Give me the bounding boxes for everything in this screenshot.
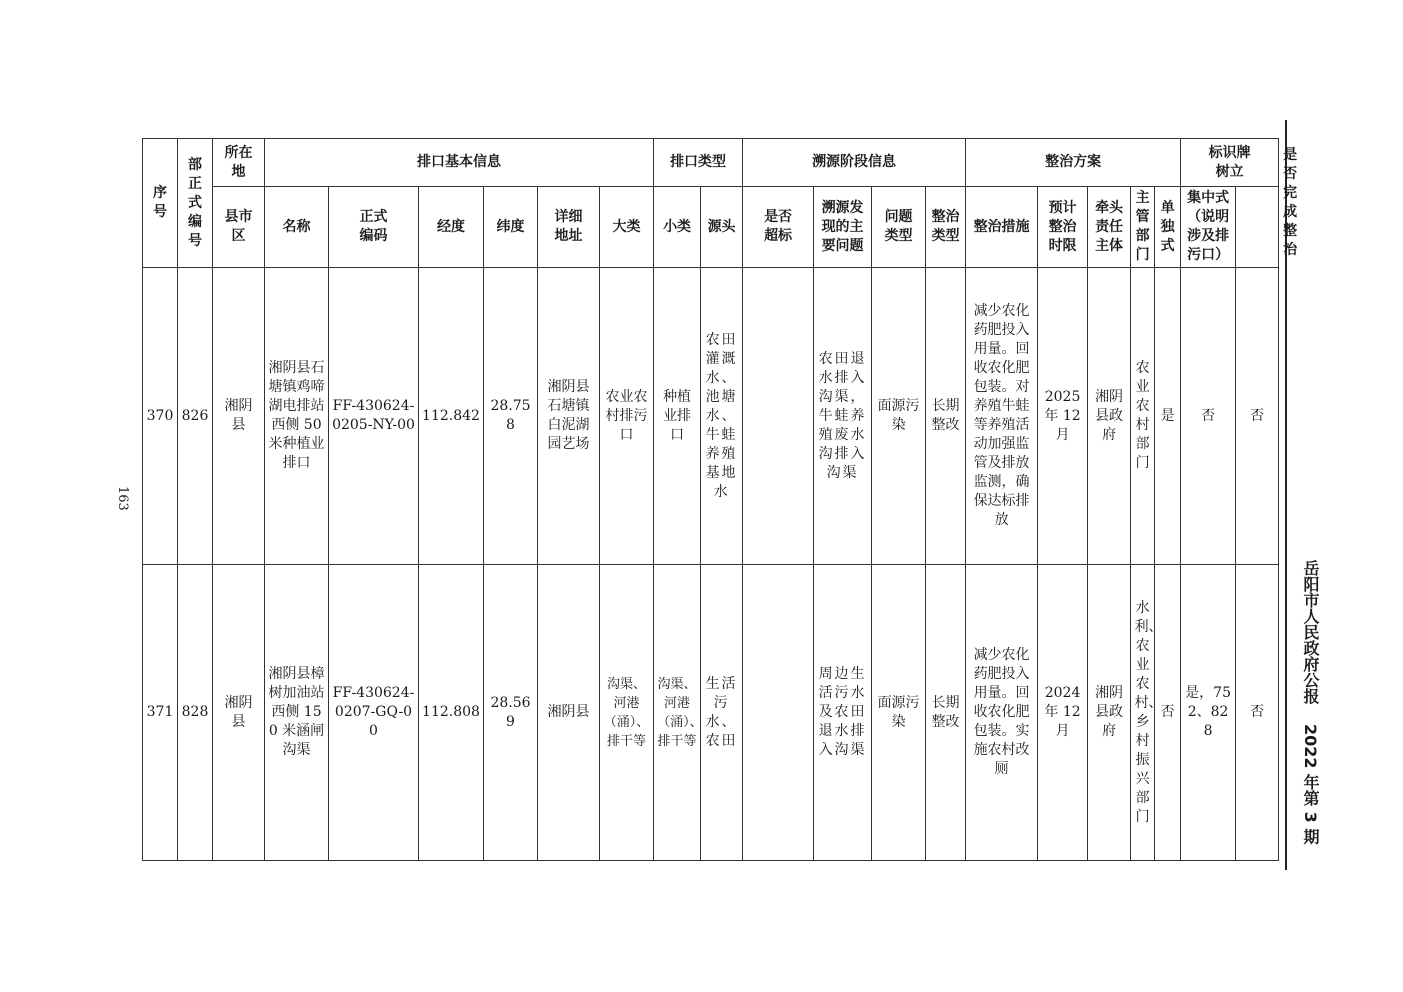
cell-major-class: 沟渠、河港（涌）、排干等 xyxy=(600,565,654,861)
cell-remediation-type: 长期整改 xyxy=(926,565,966,861)
journal-issue: 2022 年第 3 期 xyxy=(1301,724,1320,845)
cell-latitude: 28.758 xyxy=(484,268,538,565)
cell-code: FF-430624-0207-GQ-00 xyxy=(329,565,419,861)
cell-measures: 减少农化药肥投入用量。回收农化肥包装。实施农村改厕 xyxy=(966,565,1038,861)
header-exceed: 是否超标 xyxy=(743,187,814,268)
header-county: 县市区 xyxy=(213,187,265,268)
header-measures: 整治措施 xyxy=(966,187,1038,268)
header-remediation-type: 整治类型 xyxy=(926,187,966,268)
cell-problem-type: 面源污染 xyxy=(872,268,926,565)
cell-remediation-type: 长期整改 xyxy=(926,268,966,565)
cell-completed: 否 xyxy=(1236,268,1279,565)
cell-longitude: 112.842 xyxy=(419,268,484,565)
cell-minor-class: 种植业排口 xyxy=(654,268,701,565)
cell-address: 湘阴县 xyxy=(538,565,600,861)
outlet-table xyxy=(142,138,1298,861)
cell-county: 湘阴县 xyxy=(213,565,265,861)
cell-main-problem: 周边生活污水及农田退水排入沟渠 xyxy=(814,565,872,861)
header-location-group: 所在地 xyxy=(213,139,265,187)
cell-longitude: 112.808 xyxy=(419,565,484,861)
header-dept-code: 部正式编号 xyxy=(178,139,213,268)
header-problem-type: 问题类型 xyxy=(872,187,926,268)
header-row-2 xyxy=(143,187,1279,268)
header-outlet-info-group: 排口基本信息 xyxy=(265,139,654,187)
header-major-class: 大类 xyxy=(600,187,654,268)
header-latitude: 纬度 xyxy=(484,187,538,268)
header-trace-group: 溯源阶段信息 xyxy=(743,139,966,187)
cell-single: 否 xyxy=(1155,565,1181,861)
header-longitude: 经度 xyxy=(419,187,484,268)
cell-exceed xyxy=(743,268,814,565)
header-main-problem: 溯源发现的主要问题 xyxy=(814,187,872,268)
header-source: 源头 xyxy=(701,187,743,268)
cell-centralized: 否 xyxy=(1181,268,1236,565)
cell-address: 湘阴县石塘镇白泥湖园艺场 xyxy=(538,268,600,565)
journal-header xyxy=(1289,560,1319,844)
cell-seq: 371 xyxy=(143,565,178,861)
cell-measures: 减少农化药肥投入用量。回收农化肥包装。对养殖牛蛙等养殖活动加强监管及排放监测，确保达标排放 xyxy=(966,268,1038,565)
cell-minor-class: 沟渠、河港（涌）、排干等 xyxy=(654,565,701,861)
cell-source: 生活污水、农田 xyxy=(701,565,743,861)
cell-dept-code: 828 xyxy=(178,565,213,861)
cell-deadline: 2024 年 12 月 xyxy=(1038,565,1088,861)
cell-code: FF-430624-0205-NY-00 xyxy=(329,268,419,565)
cell-completed: 否 xyxy=(1236,565,1279,861)
cell-lead-entity: 湘阴县政府 xyxy=(1088,565,1131,861)
journal-title: 岳阳市人民政府公报 xyxy=(1301,560,1320,704)
header-single: 单独式 xyxy=(1155,187,1181,268)
cell-dept: 农业农村部门 xyxy=(1131,268,1155,565)
cell-name: 湘阴县樟树加油站西侧 150 米涵闸沟渠 xyxy=(265,565,329,861)
cell-deadline: 2025 年 12 月 xyxy=(1038,268,1088,565)
cell-latitude: 28.569 xyxy=(484,565,538,861)
header-address: 详细地址 xyxy=(538,187,600,268)
cell-county: 湘阴县 xyxy=(213,268,265,565)
cell-name: 湘阴县石塘镇鸡啼湖电排站西侧 50 米种植业排口 xyxy=(265,268,329,565)
header-dept: 主管部门 xyxy=(1131,187,1155,268)
header-seq: 序号 xyxy=(143,139,178,268)
cell-major-class: 农业农村排污口 xyxy=(600,268,654,565)
cell-single: 是 xyxy=(1155,268,1181,565)
cell-dept-code: 826 xyxy=(178,268,213,565)
page-number: 163 xyxy=(115,486,130,511)
cell-exceed xyxy=(743,565,814,861)
cell-dept: 水利、农业农村、乡村振兴部门 xyxy=(1131,565,1155,861)
header-lead-entity: 牵头责任主体 xyxy=(1088,187,1131,268)
header-outlet-type-group: 排口类型 xyxy=(654,139,743,187)
header-sign-group: 标识牌树立 xyxy=(1181,139,1279,187)
cell-problem-type: 面源污染 xyxy=(872,565,926,861)
header-name: 名称 xyxy=(265,187,329,268)
table-row xyxy=(143,565,1279,861)
cell-source: 农田灌溉水、池塘水、牛蛙养殖基地水 xyxy=(701,268,743,565)
header-code: 正式编码 xyxy=(329,187,419,268)
cell-seq: 370 xyxy=(143,268,178,565)
table-row xyxy=(143,268,1279,565)
header-centralized: 集中式（说明涉及排污口） xyxy=(1181,187,1236,268)
header-minor-class: 小类 xyxy=(654,187,701,268)
cell-main-problem: 农田退水排入沟渠，牛蛙养殖废水沟排入沟渠 xyxy=(814,268,872,565)
header-deadline: 预计整治时限 xyxy=(1038,187,1088,268)
cell-centralized: 是，752、828 xyxy=(1181,565,1236,861)
cell-lead-entity: 湘阴县政府 xyxy=(1088,268,1131,565)
header-remediation-group: 整治方案 xyxy=(966,139,1181,187)
header-row-1: 序号 部正式编号 所在地 排口基本信息 排口类型 溯源阶段信息 整治方案 标识牌树立 是否完成整治 xyxy=(143,139,1279,187)
